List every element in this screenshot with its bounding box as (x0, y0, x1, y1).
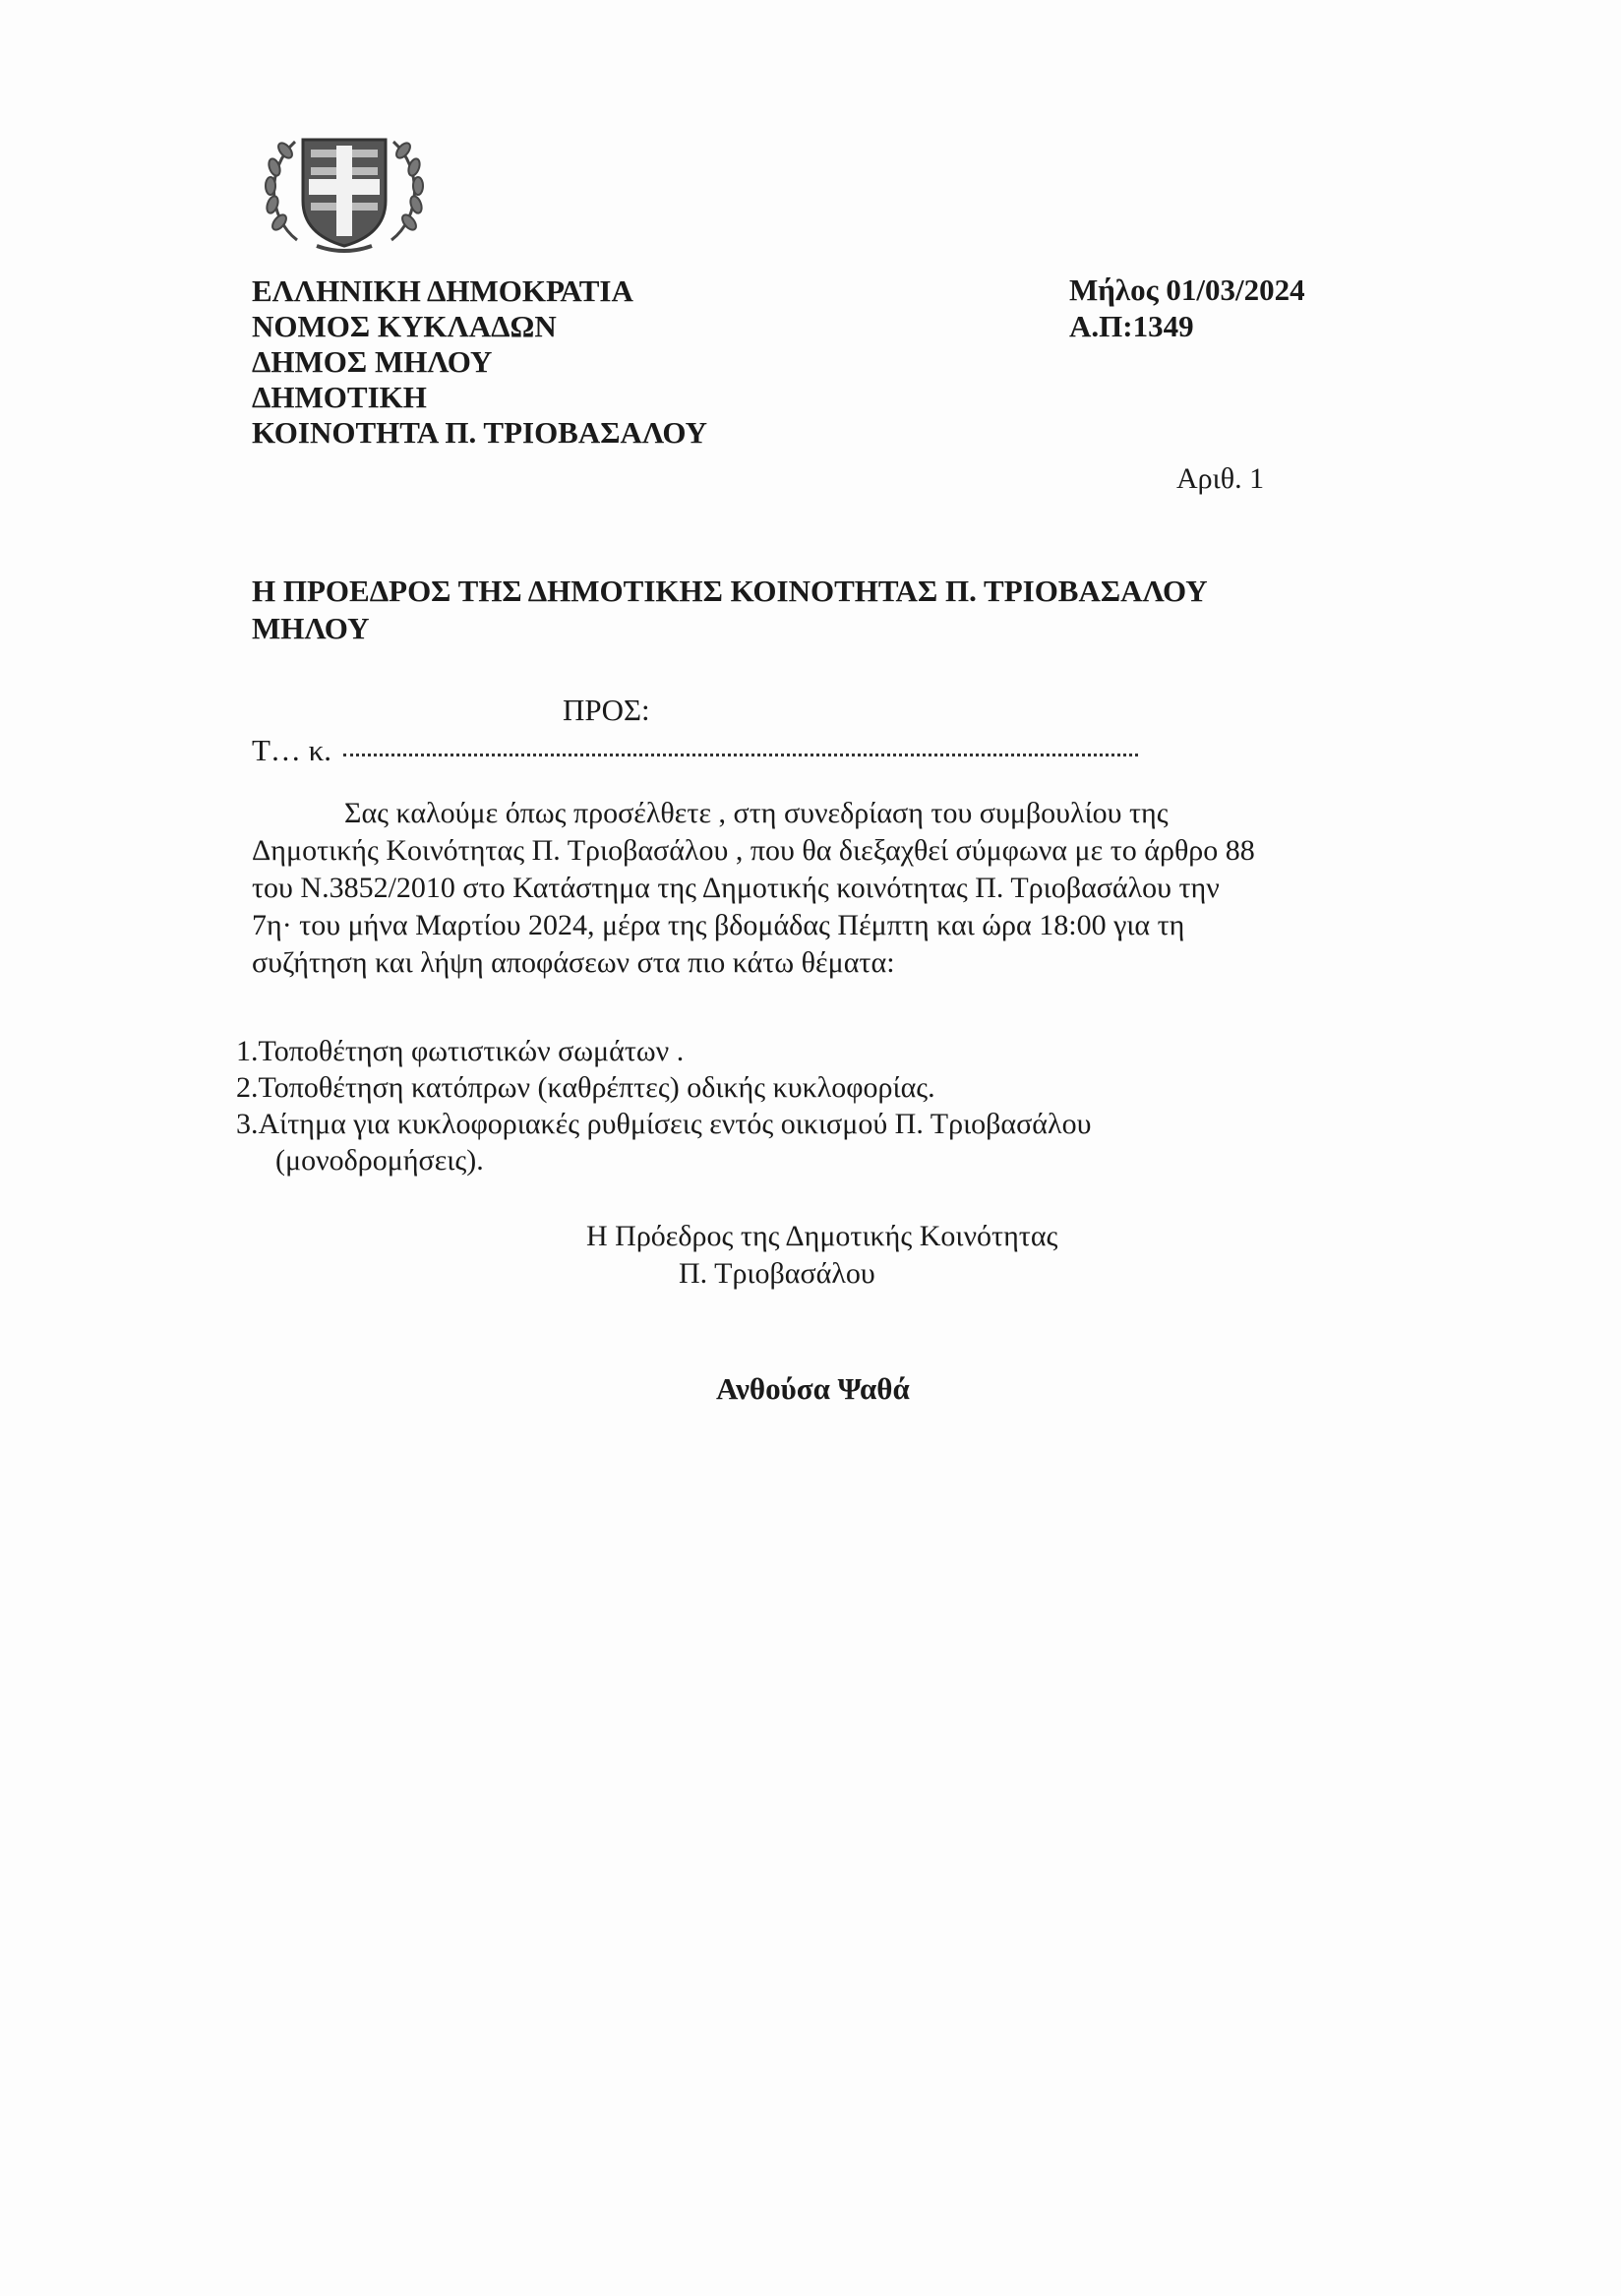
paragraph-line: συζήτηση και λήψη αποφάσεων στα πιο κάτω θέματα: (252, 946, 895, 979)
agenda-item: 2.Τοποθέτηση κατόπρων (καθρέπτες) οδικής κυκλοφορίας. (236, 1071, 935, 1104)
title-line: ΜΗΛΟΥ (252, 611, 370, 645)
paragraph-line: του Ν.3852/2010 στο Κατάστημα της Δημοτικής κοινότητας Π. Τριοβασάλου την (252, 872, 1220, 904)
issuer-line: ΝΟΜΟΣ ΚΥΚΛΑΔΩΝ (252, 309, 557, 343)
issuer-block (252, 273, 707, 451)
date-protocol-block (1069, 272, 1305, 344)
document-number: Αριθ. 1 (1176, 462, 1265, 495)
signer-place: Π. Τριοβασάλου (679, 1257, 875, 1290)
signer-name: Ανθούσα Ψαθά (716, 1371, 910, 1406)
agenda-list (236, 1033, 1338, 1178)
addressee-label: ΠΡΟΣ: (563, 693, 650, 727)
greek-coat-of-arms-icon (258, 124, 431, 258)
place-date: Μήλος 01/03/2024 (1069, 272, 1305, 307)
agenda-item: 1.Τοποθέτηση φωτιστικών σωμάτων . (236, 1035, 685, 1067)
agenda-item: 3.Αίτημα για κυκλοφοριακές ρυθμίσεις εντός οικισμού Π. Τριοβασάλου (236, 1108, 1092, 1140)
issuer-line: ΚΟΙΝΟΤΗΤΑ Π. ΤΡΙΟΒΑΣΑΛΟΥ (252, 415, 708, 450)
issuer-line: ΕΛΛΗΝΙΚΗ ΔΗΜΟΚΡΑΤΙΑ (252, 273, 633, 308)
signer-role: Η Πρόεδρος της Δημοτικής Κοινότητας (586, 1220, 1058, 1252)
paragraph-line: Δημοτικής Κοινότητας Π. Τριοβασάλου , που θα διεξαχθεί σύμφωνα με το άρθρο 88 (252, 834, 1255, 867)
invitation-paragraph (252, 795, 1314, 982)
signature-role-block (586, 1218, 1057, 1293)
addressee-blank-dots (343, 753, 1138, 756)
agenda-item-continuation: (μονοδρομήσεις). (275, 1144, 484, 1177)
addressee-line (252, 733, 1138, 768)
addressee-salutation: Τ… κ. (252, 733, 332, 767)
issuer-line: ΔΗΜΟΤΙΚΗ (252, 380, 427, 414)
paragraph-line: 7η· του μήνα Μαρτίου 2024, μέρα της βδομάδας Πέμπτη και ώρα 18:00 για τη (252, 909, 1185, 941)
issuer-line: ΔΗΜΟΣ ΜΗΛΟΥ (252, 344, 493, 379)
title-line: Η ΠΡΟΕΔΡΟΣ ΤΗΣ ΔΗΜΟΤΙΚΗΣ ΚΟΙΝΟΤΗΤΑΣ Π. ΤΡΙΟΒΑΣΑΛΟΥ (252, 574, 1208, 608)
protocol-number: Α.Π:1349 (1069, 309, 1194, 343)
document-title (252, 573, 1373, 647)
paragraph-line: Σας καλούμε όπως προσέλθετε , στη συνεδρίαση του συμβουλίου της (344, 797, 1169, 829)
